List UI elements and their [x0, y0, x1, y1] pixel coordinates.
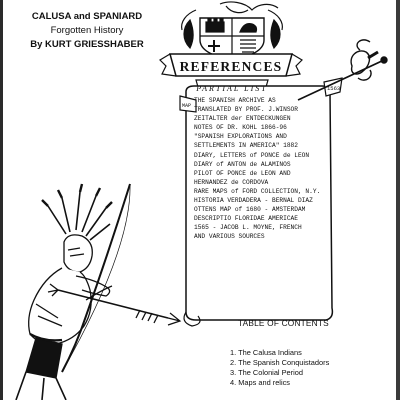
reference-line: PILOT OF PONCE de LEON AND — [194, 169, 291, 177]
reference-line: "SPANISH EXPLORATIONS AND — [194, 133, 287, 141]
toc-list — [230, 348, 390, 388]
crest-ribbon-text: PARTIAL LIST — [196, 84, 268, 93]
reference-line: AND VARIOUS SOURCES — [194, 233, 265, 241]
book-subtitle: Forgotten History — [50, 25, 124, 36]
toc-item: 2. The Spanish Conquistadors — [230, 358, 330, 367]
reference-line: THE SPANISH ARCHIVE AS — [194, 97, 276, 104]
margin-mark-right: 1563 — [327, 85, 341, 92]
reference-line: DIARY of ANTON de ALAMINOS — [194, 160, 291, 168]
reference-line: DESCRIPTIO FLORIDAE AMERICAE — [194, 215, 298, 223]
reference-line: HERNANDEZ de CORDOVA — [194, 178, 269, 186]
book-author: By KURT GRIESSHABER — [30, 39, 144, 50]
toc-heading: TABLE OF CONTENTS — [238, 318, 329, 328]
reference-line: 1565 - JACOB L. MOYNE, FRENCH — [194, 224, 302, 232]
calusa-archer-illustration — [16, 184, 180, 400]
toc-item: 3. The Colonial Period — [230, 368, 303, 377]
reference-line: DIARY, LETTERS of PONCE de LEON — [194, 151, 310, 159]
reference-line: NOTES OF DR. KOHL 1866-96 — [194, 124, 287, 132]
reference-line: ZEITALTER der ENTDECKUNGEN — [194, 115, 291, 123]
reference-line: OTTENS MAP of 1680 - AMSTERDAM — [194, 206, 306, 214]
toc-item: 4. Maps and relics — [230, 378, 290, 387]
book-title: CALUSA and SPANIARD — [31, 11, 143, 22]
crest-banner-text: REFERENCES — [179, 59, 283, 74]
margin-mark-left: MAP — [182, 103, 192, 109]
reference-line: SETTLEMENTS IN AMERICA" 1882 — [194, 142, 298, 150]
reference-line: TRANSLATED BY PROF. J.WINSOR — [194, 106, 298, 114]
toc-item: 1. The Calusa Indians — [230, 348, 302, 357]
reference-line: HISTORIA VERDADERA - BERNAL DIAZ — [194, 197, 313, 205]
references-list — [194, 96, 328, 242]
reference-line: RARE MAPS of FORD COLLECTION, N.Y. — [194, 187, 321, 195]
